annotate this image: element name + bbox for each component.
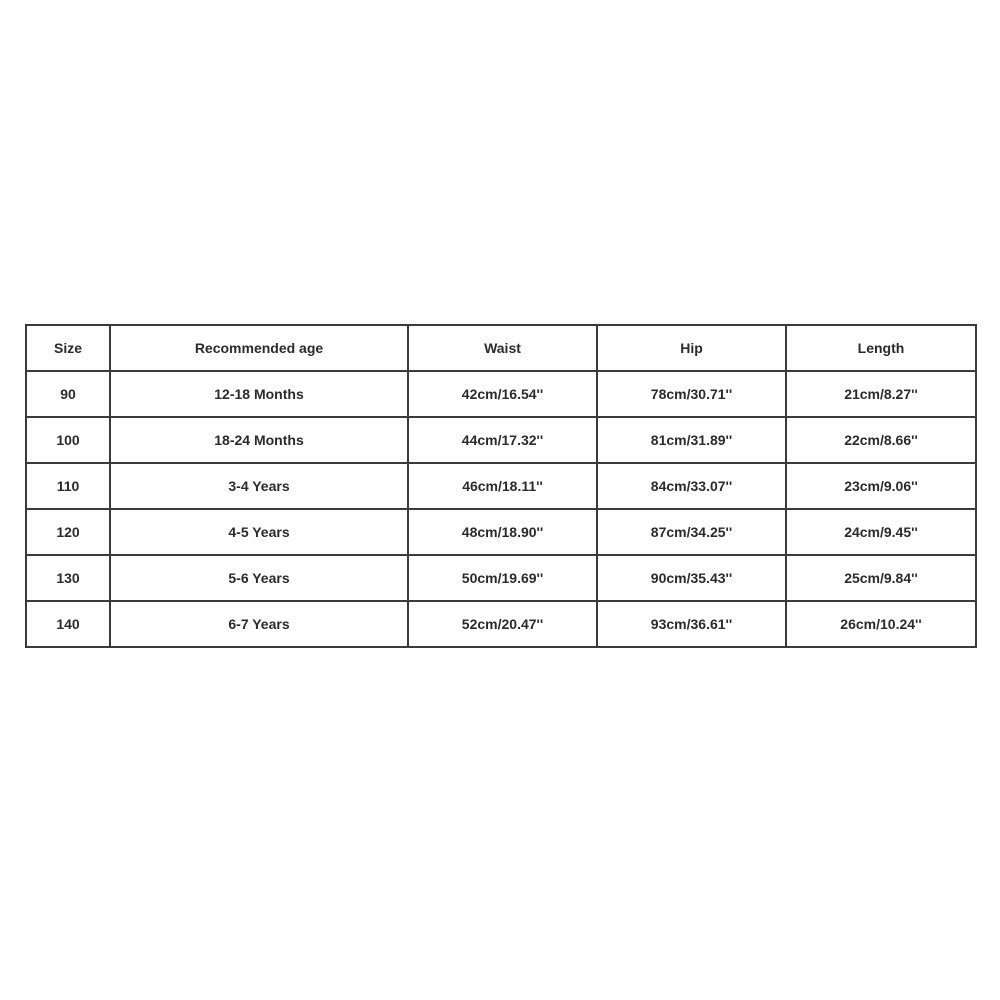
cell-length: 21cm/8.27'' bbox=[786, 371, 976, 417]
header-length: Length bbox=[786, 325, 976, 371]
cell-size: 120 bbox=[26, 509, 110, 555]
cell-waist: 52cm/20.47'' bbox=[408, 601, 597, 647]
header-size: Size bbox=[26, 325, 110, 371]
cell-waist: 44cm/17.32'' bbox=[408, 417, 597, 463]
cell-recommended-age: 6-7 Years bbox=[110, 601, 408, 647]
table-row bbox=[26, 509, 976, 555]
cell-hip: 87cm/34.25'' bbox=[597, 509, 786, 555]
cell-recommended-age: 5-6 Years bbox=[110, 555, 408, 601]
cell-length: 24cm/9.45'' bbox=[786, 509, 976, 555]
cell-recommended-age: 12-18 Months bbox=[110, 371, 408, 417]
cell-hip: 93cm/36.61'' bbox=[597, 601, 786, 647]
header-row bbox=[26, 325, 976, 371]
cell-waist: 50cm/19.69'' bbox=[408, 555, 597, 601]
header-waist: Waist bbox=[408, 325, 597, 371]
cell-length: 25cm/9.84'' bbox=[786, 555, 976, 601]
cell-size: 110 bbox=[26, 463, 110, 509]
cell-waist: 46cm/18.11'' bbox=[408, 463, 597, 509]
table-row bbox=[26, 463, 976, 509]
cell-length: 26cm/10.24'' bbox=[786, 601, 976, 647]
cell-length: 23cm/9.06'' bbox=[786, 463, 976, 509]
cell-recommended-age: 18-24 Months bbox=[110, 417, 408, 463]
cell-hip: 84cm/33.07'' bbox=[597, 463, 786, 509]
table-row bbox=[26, 601, 976, 647]
cell-hip: 90cm/35.43'' bbox=[597, 555, 786, 601]
cell-length: 22cm/8.66'' bbox=[786, 417, 976, 463]
cell-size: 140 bbox=[26, 601, 110, 647]
table-row bbox=[26, 417, 976, 463]
cell-waist: 42cm/16.54'' bbox=[408, 371, 597, 417]
cell-size: 90 bbox=[26, 371, 110, 417]
size-chart-table bbox=[25, 324, 977, 648]
table-row bbox=[26, 555, 976, 601]
cell-hip: 81cm/31.89'' bbox=[597, 417, 786, 463]
cell-size: 130 bbox=[26, 555, 110, 601]
cell-hip: 78cm/30.71'' bbox=[597, 371, 786, 417]
cell-recommended-age: 4-5 Years bbox=[110, 509, 408, 555]
cell-size: 100 bbox=[26, 417, 110, 463]
header-hip: Hip bbox=[597, 325, 786, 371]
cell-recommended-age: 3-4 Years bbox=[110, 463, 408, 509]
table-body bbox=[26, 371, 976, 647]
table-header bbox=[26, 325, 976, 371]
cell-waist: 48cm/18.90'' bbox=[408, 509, 597, 555]
header-recommended-age: Recommended age bbox=[110, 325, 408, 371]
table-row bbox=[26, 371, 976, 417]
